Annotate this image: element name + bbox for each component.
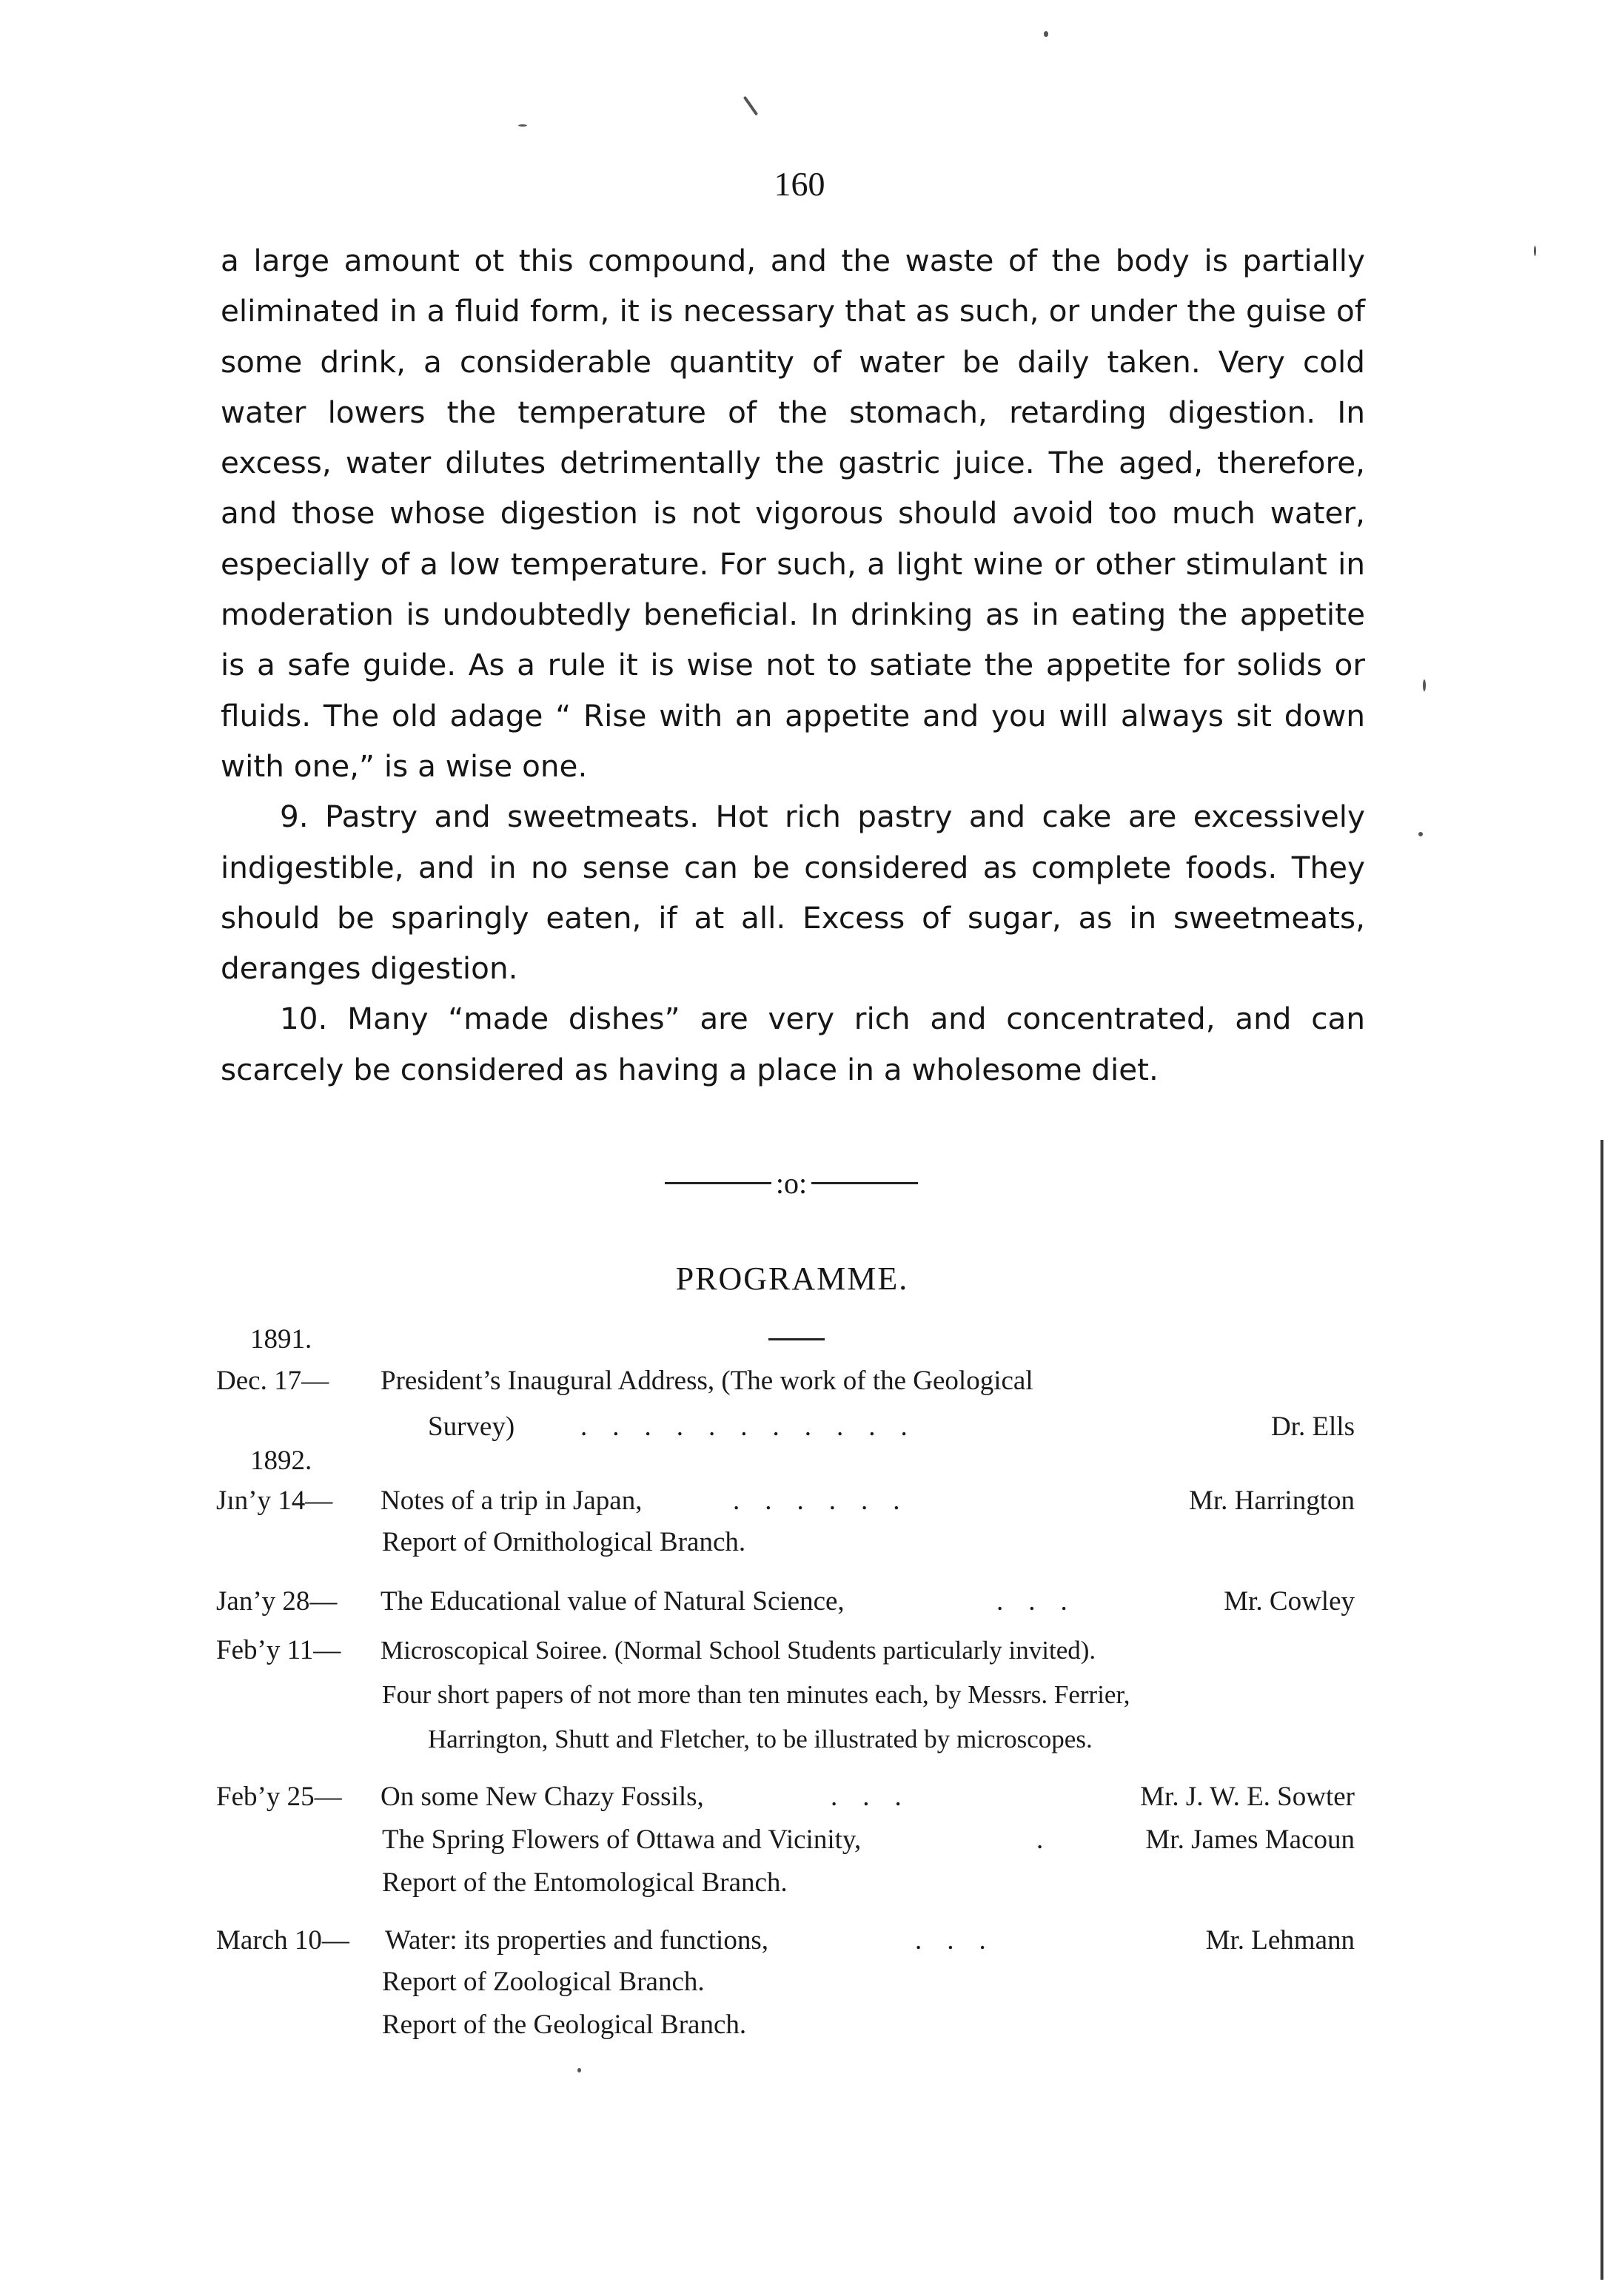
entry-speaker: Mr. Lehmann [1205, 1925, 1355, 1956]
entry-title: President’s Inaugural Address, (The work of the Geological [381, 1366, 1033, 1396]
entry-speaker: Mr. Cowley [1224, 1586, 1355, 1617]
page-number: 160 [774, 165, 825, 203]
entry-title: The Educational value of Natural Science, [381, 1586, 845, 1617]
ornament-mark: :o: [775, 1166, 808, 1200]
scan-speck [1534, 246, 1536, 256]
scan-speck [1418, 832, 1423, 836]
entry-date: Jın’y 14— [216, 1486, 333, 1516]
entry-speaker: Mr. Harrington [1188, 1486, 1355, 1516]
entry-title-cont: Harrington, Shutt and Fletcher, to be illustrated by microscopes. [428, 1725, 1093, 1753]
scan-speck [518, 124, 527, 127]
entry-title: Water: its properties and functions, [385, 1925, 768, 1956]
entry-date: March 10— [216, 1925, 349, 1956]
leader-dots: ...... [733, 1486, 925, 1516]
entry-date: Dec. 17— [216, 1366, 329, 1396]
entry-title-cont: Report of the Geological Branch. [382, 2010, 747, 2040]
entry-title: Microscopical Soiree. (Normal School Students particularly invited). [381, 1636, 1096, 1665]
entry-title-cont: Report of Zoological Branch. [382, 1967, 705, 1997]
entry-title-cont: Four short papers of not more than ten minutes each, by Messrs. Ferrier, [382, 1680, 1130, 1709]
scan-speck [1044, 31, 1048, 37]
scan-speck [577, 2068, 581, 2072]
year-label: 1891. [250, 1324, 312, 1355]
entry-title-cont: Report of Ornithological Branch. [382, 1527, 746, 1557]
ornament-rule-right [811, 1182, 918, 1184]
leader-dots: ........... [580, 1411, 933, 1442]
ornament-rule-left [665, 1182, 771, 1184]
entry-date: Feb’y 25— [216, 1782, 342, 1812]
leader-dots: ... [831, 1782, 927, 1812]
section-ornament [654, 1161, 928, 1205]
leader-dots: ... [915, 1925, 1011, 1956]
entry-title-cont: The Spring Flowers of Ottawa and Vicinity, [382, 1825, 862, 1855]
programme-title: PROGRAMME. [675, 1261, 909, 1297]
leader-dots: ... [996, 1586, 1093, 1617]
year-label: 1892. [250, 1446, 312, 1476]
paragraph-made-dishes: 10. Many “made dishes” are very rich and concentrated, and can scarcely be considered as having a place in a wholesome diet. [221, 1001, 1365, 1087]
scan-speck [1423, 679, 1426, 691]
entry-title-cont: Survey) [428, 1411, 515, 1442]
entry-speaker: Mr. James Macoun [1145, 1825, 1355, 1855]
entry-title: On some New Chazy Fossils, [381, 1782, 704, 1812]
entry-date: Feb’y 11— [216, 1635, 341, 1665]
leader-dots: . [1036, 1825, 1069, 1855]
entry-speaker: Mr. J. W. E. Sowter [1140, 1782, 1355, 1812]
scan-speck [743, 96, 758, 116]
binding-edge-shadow [1600, 1140, 1603, 2280]
paragraph-water: a large amount ot this compound, and the waste of the body is partially eliminated in a fluid form, it is necessary that as such, or under the guise of some drink, a considerable quantity of water be daily taken. Very cold water lowers the temperature of the stomach, retarding digestion. In excess, water dilutes detrimentally the gastric juice. The aged, therefore, and those whose digestion is not vigorous should avoid too much water, especially of a low temperature. For such, a light wine or other stimulant in moderation is undoubtedly beneficial. In drinking as in eating the appetite is a safe guide. As a rule it is wise not to satiate the appetite for solids or fluids. The old adage “ Rise with an appetite and you will always sit down with one,” is a wise one. [221, 243, 1365, 784]
title-rule [768, 1338, 825, 1340]
entry-date: Jan’y 28— [216, 1586, 338, 1617]
entry-title-cont: Report of the Entomological Branch. [382, 1867, 788, 1898]
entry-speaker: Dr. Ells [1270, 1411, 1355, 1442]
entry-title: Notes of a trip in Japan, [381, 1486, 643, 1516]
paragraph-pastry: 9. Pastry and sweetmeats. Hot rich pastry and cake are excessively indigestible, and in no sense can be considered as complete foods. They should be sparingly eaten, if at all. Excess of sugar, as in sweetmeats, deranges digestion. [221, 799, 1365, 987]
body-text [221, 235, 1365, 1095]
